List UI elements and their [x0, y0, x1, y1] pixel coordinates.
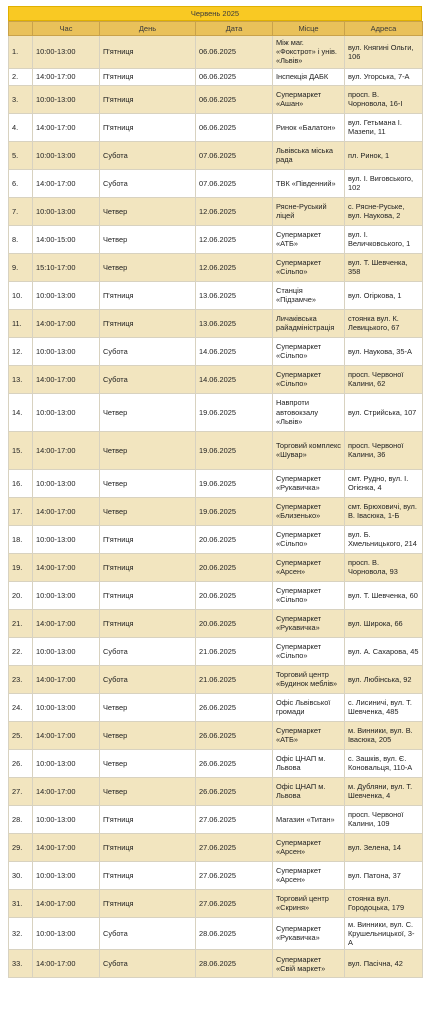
- cell-address: вул. Зелена, 14: [345, 833, 423, 861]
- cell-date: 20.06.2025: [196, 525, 273, 553]
- cell-day: Четвер: [100, 721, 196, 749]
- cell-address: вул. Т. Шевченка, 60: [345, 581, 423, 609]
- header-row: [9, 22, 423, 36]
- table-row: [9, 141, 423, 169]
- table-row: [9, 805, 423, 833]
- cell-address: вул. Угорська, 7-А: [345, 68, 423, 85]
- cell-place: Супермаркет «Рукавичка»: [273, 917, 345, 950]
- cell-date: 27.06.2025: [196, 805, 273, 833]
- cell-address: стоянка вул. К. Левицького, 67: [345, 309, 423, 337]
- cell-number: 20.: [9, 581, 33, 609]
- cell-address: просп. В. Чорновола, 93: [345, 553, 423, 581]
- cell-day: П'ятниця: [100, 36, 196, 69]
- cell-date: 19.06.2025: [196, 393, 273, 431]
- cell-number: 10.: [9, 281, 33, 309]
- cell-date: 21.06.2025: [196, 637, 273, 665]
- cell-number: 9.: [9, 253, 33, 281]
- cell-address: м. Винники, вул. В. Івасюка, 205: [345, 721, 423, 749]
- cell-address: просп. Червоної Калини, 36: [345, 431, 423, 469]
- cell-place: Торговий центр «Будинок меблів»: [273, 665, 345, 693]
- cell-address: смт. Рудно, вул. І. Огієнка, 4: [345, 469, 423, 497]
- cell-time: 14:00-17:00: [33, 169, 100, 197]
- table-row: [9, 581, 423, 609]
- cell-address: просп. Червоної Калини, 62: [345, 365, 423, 393]
- cell-date: 12.06.2025: [196, 197, 273, 225]
- table-body: [9, 36, 423, 978]
- cell-day: Субота: [100, 637, 196, 665]
- cell-time: 10:00-13:00: [33, 85, 100, 113]
- cell-number: 28.: [9, 805, 33, 833]
- cell-day: П'ятниця: [100, 525, 196, 553]
- cell-address: вул. Патона, 37: [345, 861, 423, 889]
- cell-time: 10:00-13:00: [33, 197, 100, 225]
- table-row: [9, 469, 423, 497]
- cell-date: 13.06.2025: [196, 281, 273, 309]
- cell-date: 19.06.2025: [196, 469, 273, 497]
- cell-day: П'ятниця: [100, 281, 196, 309]
- table-row: [9, 169, 423, 197]
- cell-number: 7.: [9, 197, 33, 225]
- table-title: Червень 2025: [8, 6, 422, 21]
- cell-place: Офіс ЦНАП м. Львова: [273, 777, 345, 805]
- cell-place: Рясне-Руський ліцей: [273, 197, 345, 225]
- cell-day: Субота: [100, 665, 196, 693]
- cell-address: м. Дубляни, вул. Т. Шевченка, 4: [345, 777, 423, 805]
- cell-number: 16.: [9, 469, 33, 497]
- table-row: [9, 749, 423, 777]
- cell-time: 10:00-13:00: [33, 581, 100, 609]
- cell-place: Супермаркет «Сільпо»: [273, 581, 345, 609]
- cell-place: Супермаркет «АТБ»: [273, 721, 345, 749]
- cell-date: 27.06.2025: [196, 889, 273, 917]
- cell-time: 15:10-17:00: [33, 253, 100, 281]
- table-row: [9, 917, 423, 950]
- cell-address: вул. Огіркова, 1: [345, 281, 423, 309]
- header-address: Адреса: [345, 22, 423, 36]
- cell-date: 19.06.2025: [196, 497, 273, 525]
- cell-number: 17.: [9, 497, 33, 525]
- cell-date: 27.06.2025: [196, 861, 273, 889]
- table-row: [9, 309, 423, 337]
- cell-place: Офіс ЦНАП м. Львова: [273, 749, 345, 777]
- cell-time: 14:00-17:00: [33, 665, 100, 693]
- cell-number: 2.: [9, 68, 33, 85]
- cell-address: вул. Наукова, 35-А: [345, 337, 423, 365]
- cell-number: 32.: [9, 917, 33, 950]
- cell-place: Супермаркет «Рукавичка»: [273, 609, 345, 637]
- cell-time: 14:00-17:00: [33, 721, 100, 749]
- cell-day: П'ятниця: [100, 581, 196, 609]
- table-row: [9, 637, 423, 665]
- cell-number: 4.: [9, 113, 33, 141]
- cell-number: 31.: [9, 889, 33, 917]
- table-row: [9, 833, 423, 861]
- cell-date: 28.06.2025: [196, 950, 273, 978]
- cell-day: Четвер: [100, 469, 196, 497]
- cell-number: 1.: [9, 36, 33, 69]
- cell-place: Супермаркет «Арсен»: [273, 861, 345, 889]
- cell-time: 14:00-17:00: [33, 431, 100, 469]
- cell-date: 26.06.2025: [196, 777, 273, 805]
- cell-address: м. Винники, вул. С. Крушельницької, 3-А: [345, 917, 423, 950]
- cell-address: вул. Пасічна, 42: [345, 950, 423, 978]
- cell-day: Субота: [100, 169, 196, 197]
- cell-number: 11.: [9, 309, 33, 337]
- cell-date: 06.06.2025: [196, 113, 273, 141]
- cell-day: Четвер: [100, 693, 196, 721]
- table-row: [9, 525, 423, 553]
- table-row: [9, 253, 423, 281]
- cell-number: 23.: [9, 665, 33, 693]
- table-row: [9, 950, 423, 978]
- table-row: [9, 553, 423, 581]
- cell-day: Субота: [100, 950, 196, 978]
- cell-date: 13.06.2025: [196, 309, 273, 337]
- cell-time: 14:00-17:00: [33, 497, 100, 525]
- cell-date: 07.06.2025: [196, 141, 273, 169]
- cell-day: Четвер: [100, 431, 196, 469]
- cell-place: Супермаркет «Сільпо»: [273, 637, 345, 665]
- cell-date: 28.06.2025: [196, 917, 273, 950]
- cell-date: 26.06.2025: [196, 721, 273, 749]
- cell-day: П'ятниця: [100, 113, 196, 141]
- cell-date: 20.06.2025: [196, 609, 273, 637]
- cell-place: Навпроти автовокзалу «Львів»: [273, 393, 345, 431]
- cell-day: Четвер: [100, 497, 196, 525]
- cell-date: 21.06.2025: [196, 665, 273, 693]
- cell-date: 20.06.2025: [196, 553, 273, 581]
- cell-day: Четвер: [100, 253, 196, 281]
- table-row: [9, 365, 423, 393]
- cell-place: Супермаркет «Арсен»: [273, 553, 345, 581]
- cell-day: П'ятниця: [100, 553, 196, 581]
- cell-number: 26.: [9, 749, 33, 777]
- cell-day: П'ятниця: [100, 861, 196, 889]
- cell-address: вул. Княгині Ольги, 106: [345, 36, 423, 69]
- cell-address: просп. В. Чорновола, 16-І: [345, 85, 423, 113]
- cell-date: 06.06.2025: [196, 68, 273, 85]
- cell-number: 15.: [9, 431, 33, 469]
- cell-place: Супермаркет «Сільпо»: [273, 253, 345, 281]
- cell-time: 14:00-17:00: [33, 889, 100, 917]
- cell-day: Субота: [100, 141, 196, 169]
- cell-place: Супермаркет «АТБ»: [273, 225, 345, 253]
- cell-number: 12.: [9, 337, 33, 365]
- cell-number: 13.: [9, 365, 33, 393]
- table-row: [9, 609, 423, 637]
- cell-time: 10:00-13:00: [33, 141, 100, 169]
- cell-address: с. Рясне-Руське, вул. Наукова, 2: [345, 197, 423, 225]
- cell-number: 22.: [9, 637, 33, 665]
- cell-address: вул. Широка, 66: [345, 609, 423, 637]
- cell-address: вул. І. Величковського, 1: [345, 225, 423, 253]
- cell-address: стоянка вул. Городоцька, 179: [345, 889, 423, 917]
- cell-time: 10:00-13:00: [33, 749, 100, 777]
- header-number: [9, 22, 33, 36]
- table-row: [9, 665, 423, 693]
- cell-time: 14:00-17:00: [33, 950, 100, 978]
- table-row: [9, 497, 423, 525]
- cell-day: Субота: [100, 365, 196, 393]
- cell-day: П'ятниця: [100, 889, 196, 917]
- cell-date: 26.06.2025: [196, 749, 273, 777]
- cell-time: 10:00-13:00: [33, 693, 100, 721]
- cell-day: П'ятниця: [100, 805, 196, 833]
- table-row: [9, 36, 423, 69]
- cell-place: Супермаркет «Сільпо»: [273, 365, 345, 393]
- cell-day: Четвер: [100, 777, 196, 805]
- table-row: [9, 889, 423, 917]
- cell-time: 10:00-13:00: [33, 805, 100, 833]
- cell-place: Львівська міська рада: [273, 141, 345, 169]
- cell-number: 18.: [9, 525, 33, 553]
- cell-time: 10:00-13:00: [33, 36, 100, 69]
- cell-place: Станція «Підзамче»: [273, 281, 345, 309]
- cell-time: 14:00-17:00: [33, 609, 100, 637]
- cell-time: 10:00-13:00: [33, 917, 100, 950]
- cell-place: Супермаркет «Арсен»: [273, 833, 345, 861]
- cell-place: Торговий комплекс «Шувар»: [273, 431, 345, 469]
- table-row: [9, 861, 423, 889]
- cell-time: 10:00-13:00: [33, 861, 100, 889]
- cell-day: П'ятниця: [100, 68, 196, 85]
- header-day: День: [100, 22, 196, 36]
- table-row: [9, 113, 423, 141]
- cell-date: 27.06.2025: [196, 833, 273, 861]
- cell-day: П'ятниця: [100, 309, 196, 337]
- table-row: [9, 393, 423, 431]
- cell-date: 12.06.2025: [196, 253, 273, 281]
- cell-number: 19.: [9, 553, 33, 581]
- cell-address: вул. Т. Шевченка, 358: [345, 253, 423, 281]
- cell-address: просп. Червоної Калини, 109: [345, 805, 423, 833]
- table-row: [9, 68, 423, 85]
- cell-address: вул. Б. Хмельницького, 214: [345, 525, 423, 553]
- cell-date: 26.06.2025: [196, 693, 273, 721]
- cell-place: Супермаркет «Сільпо»: [273, 525, 345, 553]
- cell-number: 33.: [9, 950, 33, 978]
- cell-date: 12.06.2025: [196, 225, 273, 253]
- table-row: [9, 85, 423, 113]
- cell-number: 30.: [9, 861, 33, 889]
- cell-place: Супермаркет «Сільпо»: [273, 337, 345, 365]
- cell-number: 21.: [9, 609, 33, 637]
- cell-number: 27.: [9, 777, 33, 805]
- cell-number: 6.: [9, 169, 33, 197]
- cell-address: с. Лисиничі, вул. Т. Шевченка, 485: [345, 693, 423, 721]
- cell-time: 10:00-13:00: [33, 525, 100, 553]
- cell-time: 14:00-15:00: [33, 225, 100, 253]
- table-row: [9, 197, 423, 225]
- cell-time: 10:00-13:00: [33, 469, 100, 497]
- cell-address: пл. Ринок, 1: [345, 141, 423, 169]
- cell-date: 19.06.2025: [196, 431, 273, 469]
- cell-time: 14:00-17:00: [33, 113, 100, 141]
- table-row: [9, 337, 423, 365]
- cell-place: Торговий центр «Скриня»: [273, 889, 345, 917]
- cell-day: Субота: [100, 337, 196, 365]
- header-place: Місце: [273, 22, 345, 36]
- cell-day: Четвер: [100, 749, 196, 777]
- cell-place: Супермаркет «Рукавичка»: [273, 469, 345, 497]
- cell-number: 5.: [9, 141, 33, 169]
- cell-time: 14:00-17:00: [33, 833, 100, 861]
- cell-address: вул. Гетьмана І. Мазепи, 11: [345, 113, 423, 141]
- cell-place: Між маг. «Фокстрот» і унів. «Львів»: [273, 36, 345, 69]
- cell-time: 14:00-17:00: [33, 365, 100, 393]
- cell-time: 14:00-17:00: [33, 777, 100, 805]
- cell-place: Супермаркет «Близенько»: [273, 497, 345, 525]
- cell-date: 06.06.2025: [196, 85, 273, 113]
- cell-place: Ринок «Балатон»: [273, 113, 345, 141]
- table-row: [9, 225, 423, 253]
- cell-address: вул. Любінська, 92: [345, 665, 423, 693]
- cell-address: с. Зашків, вул. Є. Коновальця, 110-А: [345, 749, 423, 777]
- cell-number: 14.: [9, 393, 33, 431]
- cell-address: смт. Брюховичі, вул. В. Івасюка, 1-Б: [345, 497, 423, 525]
- schedule-container: [8, 6, 422, 978]
- cell-number: 3.: [9, 85, 33, 113]
- cell-number: 29.: [9, 833, 33, 861]
- header-date: Дата: [196, 22, 273, 36]
- cell-day: П'ятниця: [100, 833, 196, 861]
- cell-place: Інспекція ДАБК: [273, 68, 345, 85]
- cell-time: 10:00-13:00: [33, 393, 100, 431]
- cell-place: Супермаркет «Ашан»: [273, 85, 345, 113]
- cell-day: П'ятниця: [100, 85, 196, 113]
- cell-place: ТВК «Південний»: [273, 169, 345, 197]
- cell-day: Субота: [100, 917, 196, 950]
- cell-day: Четвер: [100, 393, 196, 431]
- cell-date: 20.06.2025: [196, 581, 273, 609]
- cell-time: 14:00-17:00: [33, 309, 100, 337]
- schedule-table: [8, 21, 423, 978]
- cell-number: 24.: [9, 693, 33, 721]
- cell-day: Четвер: [100, 225, 196, 253]
- cell-date: 07.06.2025: [196, 169, 273, 197]
- cell-time: 10:00-13:00: [33, 637, 100, 665]
- cell-time: 10:00-13:00: [33, 337, 100, 365]
- cell-place: Магазин «Титан»: [273, 805, 345, 833]
- cell-number: 8.: [9, 225, 33, 253]
- table-row: [9, 777, 423, 805]
- table-row: [9, 693, 423, 721]
- cell-date: 14.06.2025: [196, 365, 273, 393]
- cell-date: 06.06.2025: [196, 36, 273, 69]
- cell-address: вул. Стрийська, 107: [345, 393, 423, 431]
- cell-day: П'ятниця: [100, 609, 196, 637]
- header-time: Час: [33, 22, 100, 36]
- table-row: [9, 721, 423, 749]
- cell-time: 10:00-13:00: [33, 281, 100, 309]
- cell-place: Офіс Львівської громади: [273, 693, 345, 721]
- cell-date: 14.06.2025: [196, 337, 273, 365]
- table-row: [9, 431, 423, 469]
- table-row: [9, 281, 423, 309]
- cell-place: Личаківська райадміністрація: [273, 309, 345, 337]
- cell-place: Супермаркет «Свій маркет»: [273, 950, 345, 978]
- cell-time: 14:00-17:00: [33, 68, 100, 85]
- cell-address: вул. А. Сахарова, 45: [345, 637, 423, 665]
- cell-time: 14:00-17:00: [33, 553, 100, 581]
- cell-day: Четвер: [100, 197, 196, 225]
- cell-address: вул. І. Виговського, 102: [345, 169, 423, 197]
- cell-number: 25.: [9, 721, 33, 749]
